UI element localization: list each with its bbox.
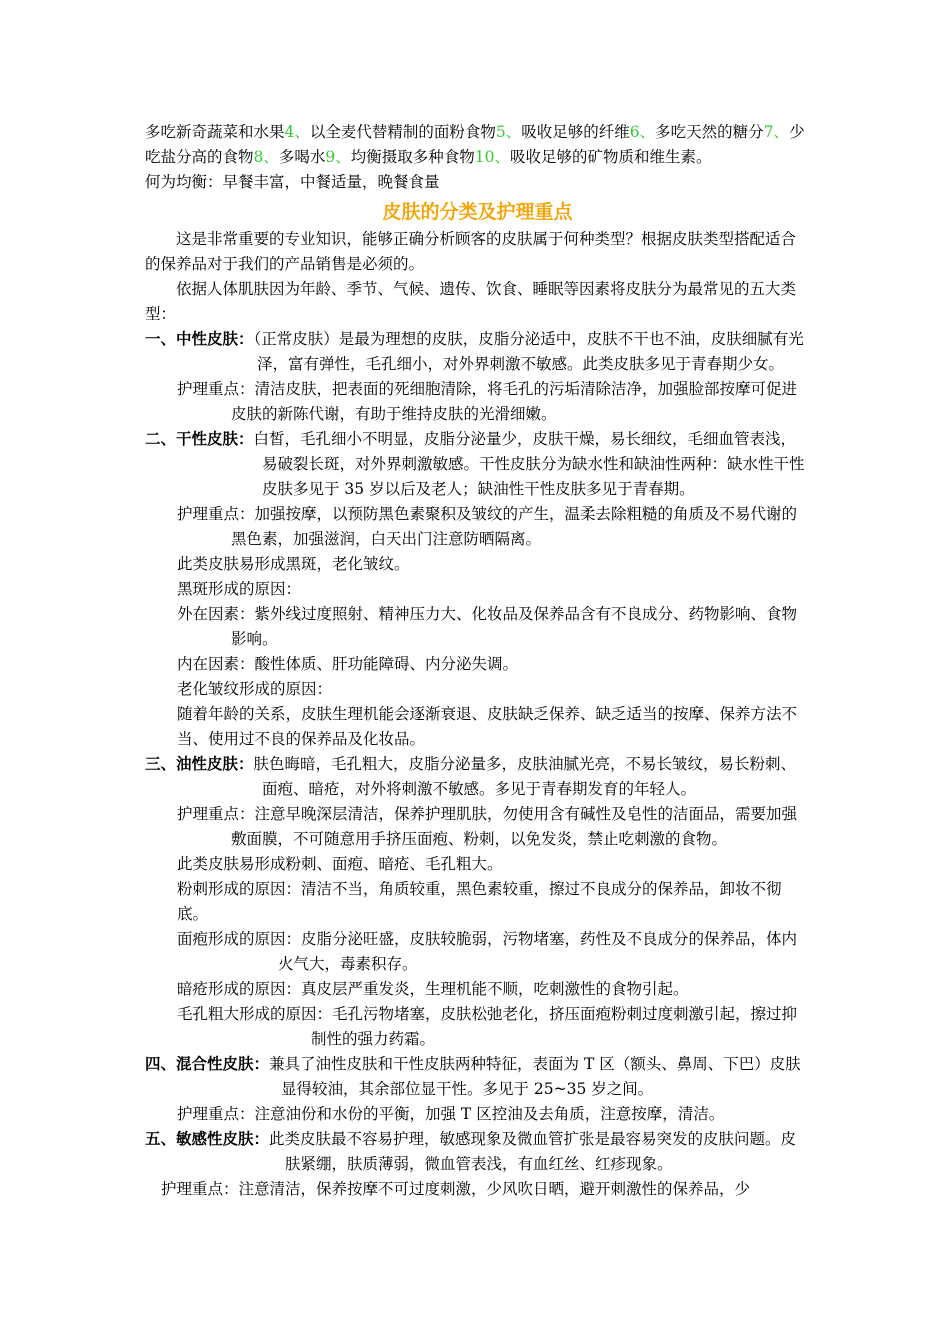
oily-skin-note: 此类皮肤易形成粉刺、面疱、暗疮、毛孔粗大。 <box>177 855 503 873</box>
tip-number: 9、 <box>325 148 351 166</box>
oily-skin <box>145 752 810 802</box>
intro-paragraph: 这是非常重要的专业知识，能够正确分析顾客的皮肤属于何种类型？根据皮肤类型搭配适合的保养品对于我们的产品销售是必须的。 <box>145 230 797 273</box>
oily-skin-body: 肤色晦暗，毛孔粗大，皮脂分泌量多，皮肤油腻光亮，不易长皱纹，易长粉刺、面疱、暗疮，对外将刺激不敏感。多见于青春期发育的年轻人。 <box>253 755 797 798</box>
tip-text: 多喝水 <box>278 148 326 166</box>
tip-text: 均衡摄取多种食物 <box>350 148 475 166</box>
sensitive-skin-heading: 五、敏感性皮肤： <box>145 1130 270 1148</box>
neutral-skin-care: 护理重点：清洁皮肤，把表面的死细胞清除，将毛孔的污垢清除洁净，加强脸部按摩可促进皮肤的新陈代谢，有助于维持皮肤的光滑细嫩。 <box>177 380 798 423</box>
sensitive-skin <box>145 1127 810 1177</box>
dark-spot-title: 黑斑形成的原因： <box>177 580 302 598</box>
dry-skin-care: 护理重点：加强按摩，以预防黑色素聚积及皱纹的产生，温柔去除粗糙的角质及不易代谢的黑色素，加强滋润，白天出门注意防晒隔离。 <box>177 505 798 548</box>
dry-skin-note: 此类皮肤易形成黑斑，老化皱纹。 <box>177 555 410 573</box>
oily-skin-care: 护理重点：注意早晚深层清洁，保养护理肌肤，勿使用含有碱性及皂性的洁面品，需要加强敷面膜，不可随意用手挤压面疱、粉刺，以免发炎，禁止吃刺激的食物。 <box>177 805 798 848</box>
tip-text: 吸收足够的矿物质和维生素。 <box>510 148 712 166</box>
dry-skin <box>145 427 810 502</box>
combination-skin-care: 护理重点：注意油份和水份的平衡，加强 T 区控油及去角质，注意按摩，清洁。 <box>177 1105 725 1123</box>
neutral-skin-heading: 一、中性皮肤： <box>145 330 254 348</box>
tip-number: 10、 <box>474 148 511 166</box>
oily-skin-heading: 三、油性皮肤： <box>145 755 254 773</box>
combination-skin-body: 兼具了油性皮肤和干性皮肤两种特征，表面为 T 区（额头、鼻周、下巴）皮肤显得较油，其余部位显干性。多见于 25~35 岁之间。 <box>269 1055 801 1098</box>
tip-text: 多吃新奇蔬菜和水果 <box>145 123 285 141</box>
tip-number: 6、 <box>629 123 656 141</box>
pore-causes: 毛孔粗大形成的原因：毛孔污物堵塞，皮肤松弛老化，挤压面疱粉刺过度刺激引起，擦过抑制性的强力药霜。 <box>177 1005 798 1048</box>
tip-number: 5、 <box>495 123 522 141</box>
tip-text: 以全麦代替精制的面粉食物 <box>309 123 496 141</box>
wrinkle-causes: 随着年龄的关系，皮肤生理机能会逐渐衰退、皮肤缺乏保养、缺乏适当的按摩、保养方法不当、使用过不良的保养品及化妆品。 <box>177 705 798 748</box>
wrinkle-title: 老化皱纹形成的原因： <box>177 680 333 698</box>
tip-text: 多吃天然的糖分 <box>655 123 764 141</box>
neutral-skin <box>145 327 810 377</box>
combination-skin-heading: 四、混合性皮肤： <box>145 1055 270 1073</box>
dry-skin-heading: 二、干性皮肤： <box>145 430 254 448</box>
dry-skin-body: 白皙，毛孔细小不明显，皮脂分泌量少，皮肤干燥，易长细纹，毛细血管表浅，易破裂长斑，对外界刺激敏感。干性皮肤分为缺水性和缺油性两种：缺水性干性皮肤多见于 35 岁以后及老人；缺油性干性皮肤多见于青春期。 <box>253 430 805 498</box>
tip-number: 8、 <box>253 148 279 166</box>
external-factors: 外在因素：紫外线过度照射、精神压力大、化妆品及保养品含有不良成分、药物影响、食物影响。 <box>177 605 798 648</box>
tip-number: 7、 <box>763 123 790 141</box>
sore-causes: 暗疮形成的原因：真皮层严重发炎，生理机能不顺，吃刺激性的食物引起。 <box>177 980 689 998</box>
types-paragraph: 依据人体肌肤因为年龄、季节、气候、遗传、饮食、睡眠等因素将皮肤分为最常见的五大类型： <box>145 280 797 323</box>
tip-text: 少吃盐分高的食物 <box>145 123 805 166</box>
balance-note: 何为均衡：早餐丰富，中餐适量，晚餐食量 <box>145 173 440 191</box>
diet-tips <box>145 120 810 170</box>
pimple-causes: 面疱形成的原因：皮脂分泌旺盛，皮肤较脆弱，污物堵塞，药性及不良成分的保养品，体内火气大，毒素积存。 <box>177 930 798 973</box>
document-page <box>145 120 810 1202</box>
combination-skin <box>145 1052 810 1102</box>
sensitive-skin-body: 此类皮肤最不容易护理，敏感现象及微血管扩张是最容易突发的皮肤问题。皮肤紧绷，肤质薄弱，微血管表浅，有血红丝、红疹现象。 <box>269 1130 797 1173</box>
internal-factors: 内在因素：酸性体质、肝功能障碍、内分泌失调。 <box>177 655 519 673</box>
neutral-skin-body: （正常皮肤）是最为理想的皮肤，皮脂分泌适中，皮肤不干也不油，皮肤细腻有光泽，富有弹性，毛孔细小，对外界刺激不敏感。此类皮肤多见于青春期少女。 <box>253 330 804 373</box>
acne-causes: 粉刺形成的原因：清洁不当，角质较重，黑色素较重，擦过不良成分的保养品，卸妆不彻底。 <box>177 880 782 923</box>
tip-text: 吸收足够的纤维 <box>521 123 630 141</box>
section-title: 皮肤的分类及护理重点 <box>382 201 573 223</box>
sensitive-skin-care: 护理重点：注意清洁，保养按摩不可过度刺激，少风吹日晒，避开刺激性的保养品，少 <box>161 1180 751 1198</box>
tip-number: 4、 <box>284 123 310 141</box>
